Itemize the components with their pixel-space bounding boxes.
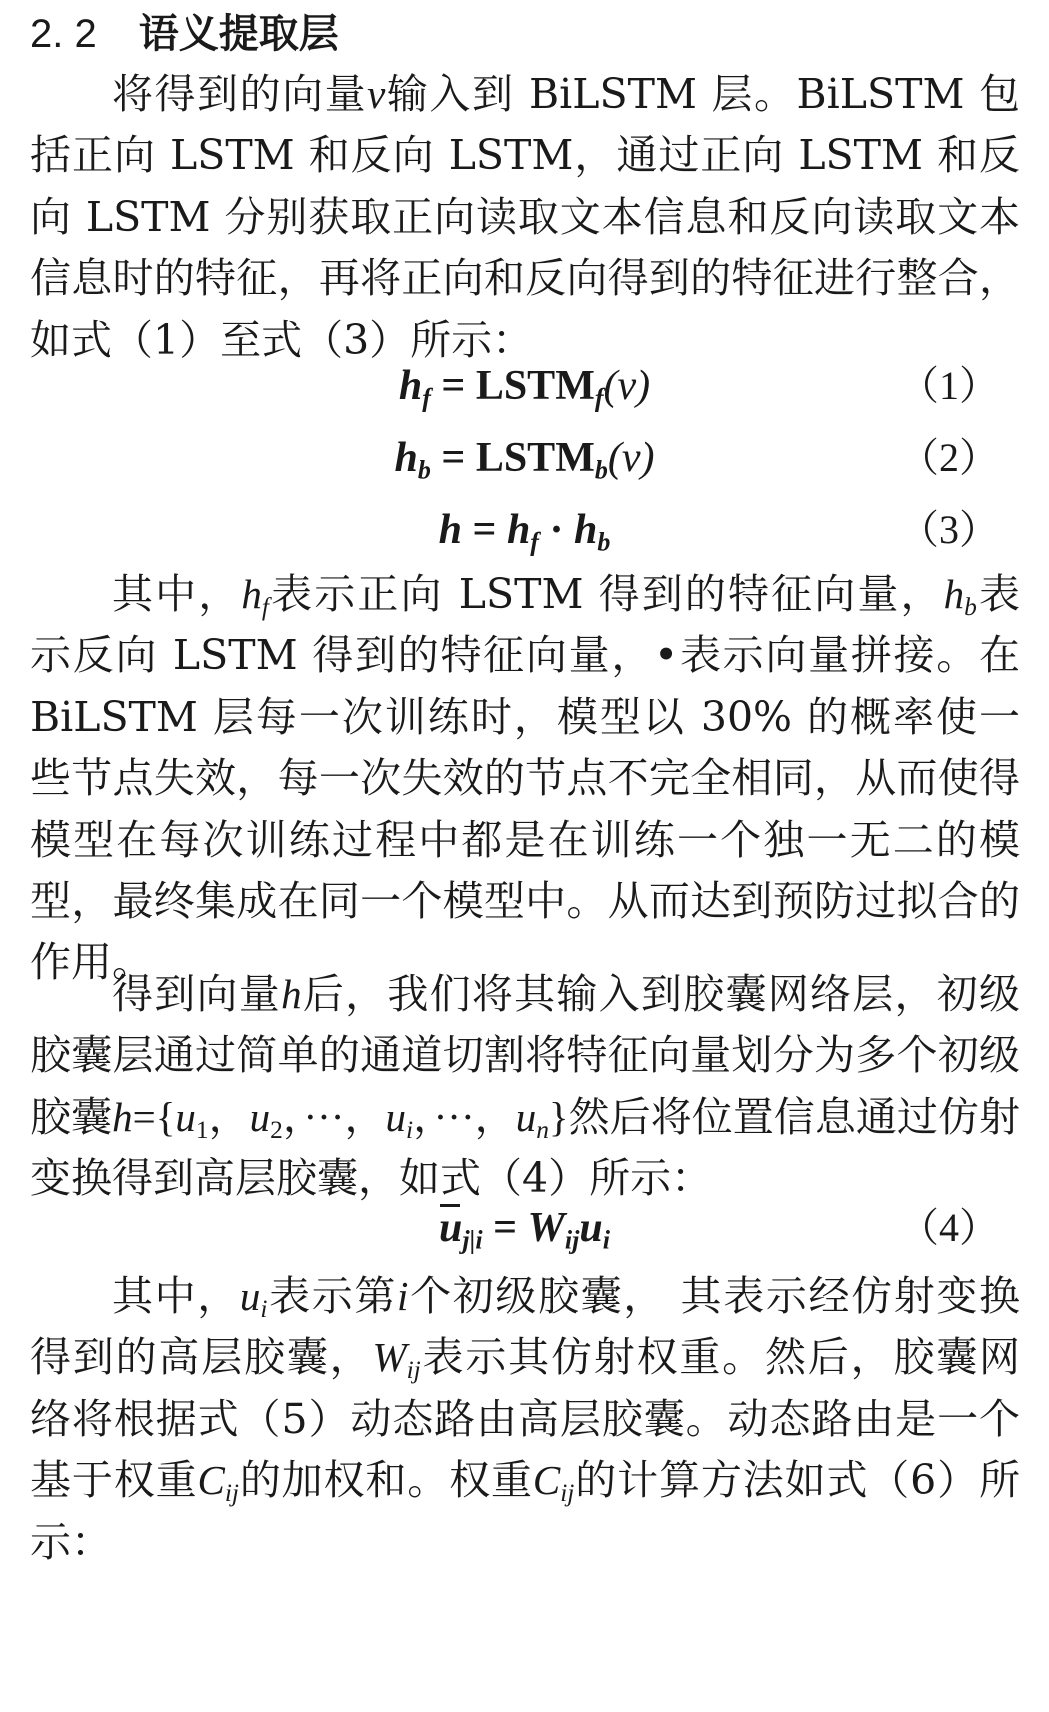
math-brace: {	[155, 1093, 176, 1140]
paragraph-text: 表示正向 LSTM 得到的特征向量，	[268, 570, 944, 618]
equation-number: （4）	[899, 1205, 999, 1250]
eq-lhs: h	[394, 435, 418, 481]
equation-body	[0, 428, 1049, 488]
math-comma: ，	[474, 1092, 516, 1141]
math-comma: ，	[208, 1092, 250, 1141]
eq-sign: =	[493, 1205, 518, 1251]
eq-term: h	[573, 507, 598, 553]
paragraph-text: 得到向量	[112, 970, 282, 1018]
eq-weight-sub: ij	[564, 1225, 580, 1255]
equation-number: （2）	[899, 435, 999, 480]
math-comma: ，	[344, 1092, 386, 1141]
eq-func: LSTM	[475, 435, 595, 481]
math-h: h	[112, 1093, 133, 1140]
math-i: i	[397, 1273, 409, 1319]
eq-lhs-sub: j|i	[462, 1225, 483, 1255]
math-sub: ij	[406, 1356, 421, 1385]
eq-arg: (v)	[607, 435, 655, 481]
eq-arg: (v)	[603, 363, 651, 409]
section-title: 语义提取层	[138, 11, 339, 57]
equation-4	[0, 1198, 1049, 1258]
eq-sign: =	[441, 435, 466, 481]
eq-sign: =	[472, 507, 497, 553]
math-comma: ，	[413, 1092, 434, 1141]
math-u: u	[175, 1093, 196, 1140]
math-sub: b	[964, 593, 977, 622]
eq-term-sub: i	[602, 1225, 610, 1255]
eq-lhs-sub: f	[422, 383, 431, 413]
equation-body	[0, 500, 1049, 560]
paragraph-text: 输入到 BiLSTM 层。BiLSTM 包括正向 LSTM 和反向 LSTM，通过正向 LSTM 和反向 LSTM 分别获取正向读取文本信息和反向读取文本信息时的特征，再将正向和反向得到的特征进行整合，如式（1）至式（3）所示：	[30, 70, 1020, 364]
paragraph-text: 个初级胶囊， 其表示经仿射变换得到的高层胶囊，	[30, 1272, 1021, 1382]
paragraph-text: 后，我们将其输入到胶囊网络层，初级胶囊层通过简单的通道切割将特征向量划分为多个初级胶囊	[30, 970, 1021, 1141]
eq-func-sub: b	[594, 455, 608, 485]
math-sub: n	[536, 1115, 549, 1144]
eq-term: h	[506, 507, 531, 553]
eq-lhs: h	[438, 507, 462, 553]
eq-lhs-sub: b	[417, 455, 431, 485]
section-number: 2. 2	[30, 12, 97, 56]
paragraph-text: 的计算方法如式（6）所示：	[30, 1456, 1020, 1566]
eq-dot: ·	[549, 507, 564, 553]
math-brace: }	[548, 1093, 569, 1140]
math-eq: =	[132, 1093, 156, 1140]
paragraph-text: 的加权和。权重	[238, 1456, 533, 1505]
equation-number: （1）	[899, 363, 999, 408]
math-dots: ···	[303, 1093, 345, 1140]
eq-weight: W	[527, 1205, 565, 1251]
section-heading	[30, 6, 339, 62]
math-u: u	[385, 1093, 406, 1140]
eq-func-sub: f	[594, 383, 604, 413]
eq-sign: =	[441, 363, 466, 409]
math-h: h	[241, 571, 262, 617]
paragraph-text: 表示第	[267, 1272, 398, 1320]
math-h: h	[281, 971, 302, 1017]
paragraph-text: 然后将位置信息通过仿射变换得到高层胶囊，如式（4）所示：	[30, 1092, 1021, 1203]
eq-term: u	[579, 1205, 603, 1251]
math-u: u	[239, 1273, 261, 1319]
eq-lhs-overline: u	[439, 1198, 462, 1258]
math-sub: 1	[195, 1115, 209, 1144]
math-u: u	[515, 1093, 537, 1140]
math-u: u	[249, 1093, 271, 1140]
paragraph-text: 其中，	[112, 1272, 240, 1320]
math-dots: ···	[433, 1093, 475, 1140]
math-sub: ij	[560, 1479, 575, 1508]
math-h: h	[943, 571, 965, 617]
math-c: C	[532, 1457, 561, 1504]
math-sub: i	[406, 1115, 414, 1144]
math-w: W	[372, 1334, 407, 1381]
paragraph-4	[30, 1266, 1020, 1573]
math-c: C	[197, 1457, 225, 1504]
math-sub: i	[260, 1295, 268, 1324]
equation-2	[0, 428, 1049, 488]
math-comma: ，	[282, 1092, 304, 1141]
paragraph-3	[30, 964, 1020, 1210]
eq-func: LSTM	[475, 363, 595, 409]
equation-number: （3）	[899, 507, 999, 552]
math-sub: f	[261, 593, 269, 622]
eq-term-sub: b	[597, 527, 611, 557]
eq-lhs: h	[398, 363, 423, 409]
paragraph-1	[30, 64, 1020, 371]
paragraph-text: 表示反向 LSTM 得到的特征向量，•表示向量拼接。在 BiLSTM 层每一次训练时，模型以 30% 的概率使一些节点失效，每一次失效的节点不完全相同，从而使得模型在每次训练过程中都是在训练一个独一无二的模型，最终集成在同一个模型中。从而达到预防过拟合的作用。	[30, 570, 1021, 987]
equation-3	[0, 500, 1049, 560]
math-sub: 2	[270, 1115, 283, 1144]
paragraph-2	[30, 564, 1020, 994]
math-v: v	[367, 71, 386, 117]
paragraph-text: 表示其仿射权重。然后，胶囊网络将根据式（5）动态路由高层胶囊。动态路由是一个基于权重	[30, 1333, 1021, 1505]
paragraph-text: 将得到的向量	[112, 70, 368, 118]
equation-body	[0, 1198, 1049, 1258]
paragraph-text: 其中，	[112, 570, 242, 618]
equation-1	[0, 356, 1049, 416]
equation-body	[0, 356, 1049, 416]
eq-term-sub: f	[530, 527, 539, 557]
math-sub: ij	[224, 1479, 239, 1508]
